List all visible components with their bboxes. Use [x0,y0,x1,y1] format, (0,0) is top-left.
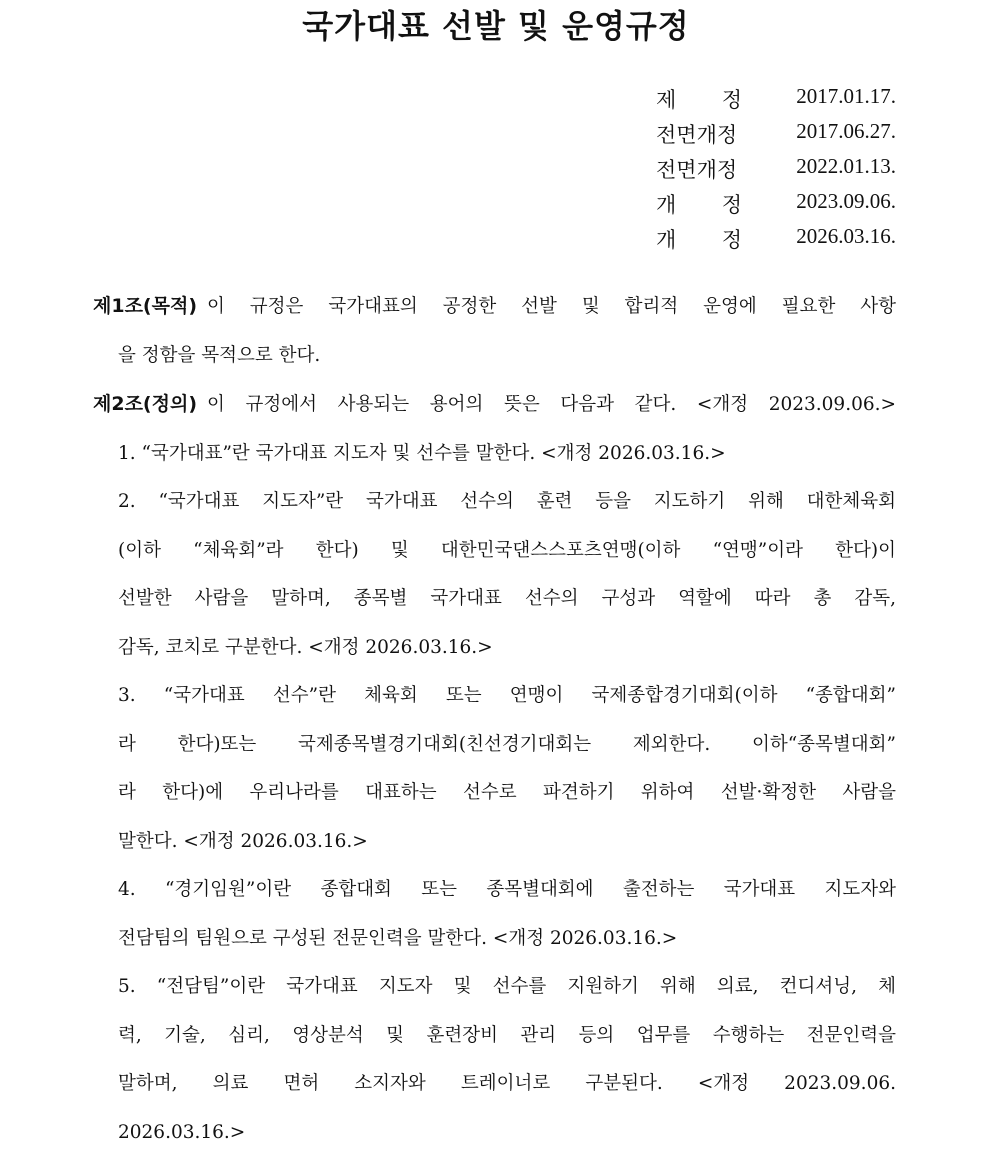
revision-row [656,183,896,218]
revision-history [656,78,896,253]
item-line: 말한다. <개정 2026.03.16.> [118,830,368,852]
item-line: 3. “국가대표 선수”란 체육회 또는 연맹이 국제종합경기대회(이하 “종합대회” [118,685,896,706]
item-line: 1. “국가대표”란 국가대표 지도자 및 선수를 말한다. <개정 2026.03.16.> [118,442,726,464]
item-line: 2. “국가대표 지도자”란 국가대표 선수의 훈련 등을 지도하기 위해 대한체육회 [118,491,896,512]
article-1 [0,282,992,380]
revision-date: 2022.01.13. [796,154,896,178]
article-2-line [93,380,896,430]
revision-label: 전면개정 [656,158,738,182]
item-line: 5. “전담팀”이란 국가대표 지도자 및 선수를 지원하기 위해 의료, 컨디셔닝, 체 [118,976,896,997]
item-line: 4. “경기임원”이란 종합대회 또는 종목별대회에 출전하는 국가대표 지도자와 [118,879,896,900]
item-line: (이하 “체육회”라 한다) 및 대한민국댄스스포츠연맹(이하 “연맹”이라 한다)이 [118,539,896,561]
item-line: 라 한다)또는 국제종목별경기대회(친선경기대회는 제외한다. 이하“종목별대회” [118,733,896,755]
revision-label: 제 정 [656,88,742,112]
item-line: 감독, 코치로 구분한다. <개정 2026.03.16.> [118,636,493,658]
definition-item-2 [0,478,992,672]
article-1-text: 이 규정은 국가대표의 공정한 선발 및 합리적 운영에 필요한 사항 [207,296,896,317]
article-1-line-2: 을 정함을 목적으로 한다. [118,344,321,366]
item-line: 력, 기술, 심리, 영상분석 및 훈련장비 관리 등의 업무를 수행하는 전문인력을 [118,1024,896,1046]
item-line: 선발한 사람을 말하며, 종목별 국가대표 선수의 구성과 역할에 따라 총 감독, [118,588,896,609]
definition-item-3 [0,672,992,866]
definition-item-4 [0,866,992,963]
item-line: 말하며, 의료 면허 소지자와 트레이너로 구분된다. <개정 2023.09.06. [118,1073,896,1094]
revision-row [656,78,896,113]
definition-item-1 [0,430,992,479]
revision-date: 2026.03.16. [796,224,896,248]
definition-item-5 [0,963,992,1157]
revision-date: 2017.06.27. [796,119,896,143]
revision-label: 개 정 [656,193,742,217]
article-2 [0,380,992,430]
revision-row [656,148,896,183]
article-2-heading: 제2조(정의) [93,393,198,415]
document-body [0,282,992,1157]
item-line: 2026.03.16.> [118,1121,246,1143]
revision-label: 전면개정 [656,123,738,147]
document-title: 국가대표 선발 및 운영규정 [302,7,690,45]
item-line: 라 한다)에 우리나라를 대표하는 선수로 파견하기 위하여 선발·확정한 사람을 [118,782,896,803]
revision-label: 개 정 [656,228,742,252]
revision-row [656,218,896,253]
article-1-heading: 제1조(목적) [93,295,198,317]
revision-date: 2023.09.06. [796,189,896,213]
article-1-line-1 [93,282,896,332]
revision-row [656,113,896,148]
revision-date: 2017.01.17. [796,84,896,108]
item-line: 전담팀의 팀원으로 구성된 전문인력을 말한다. <개정 2026.03.16.> [118,927,678,949]
article-2-text: 이 규정에서 사용되는 용어의 뜻은 다음과 같다. <개정 2023.09.06.> [207,394,896,415]
